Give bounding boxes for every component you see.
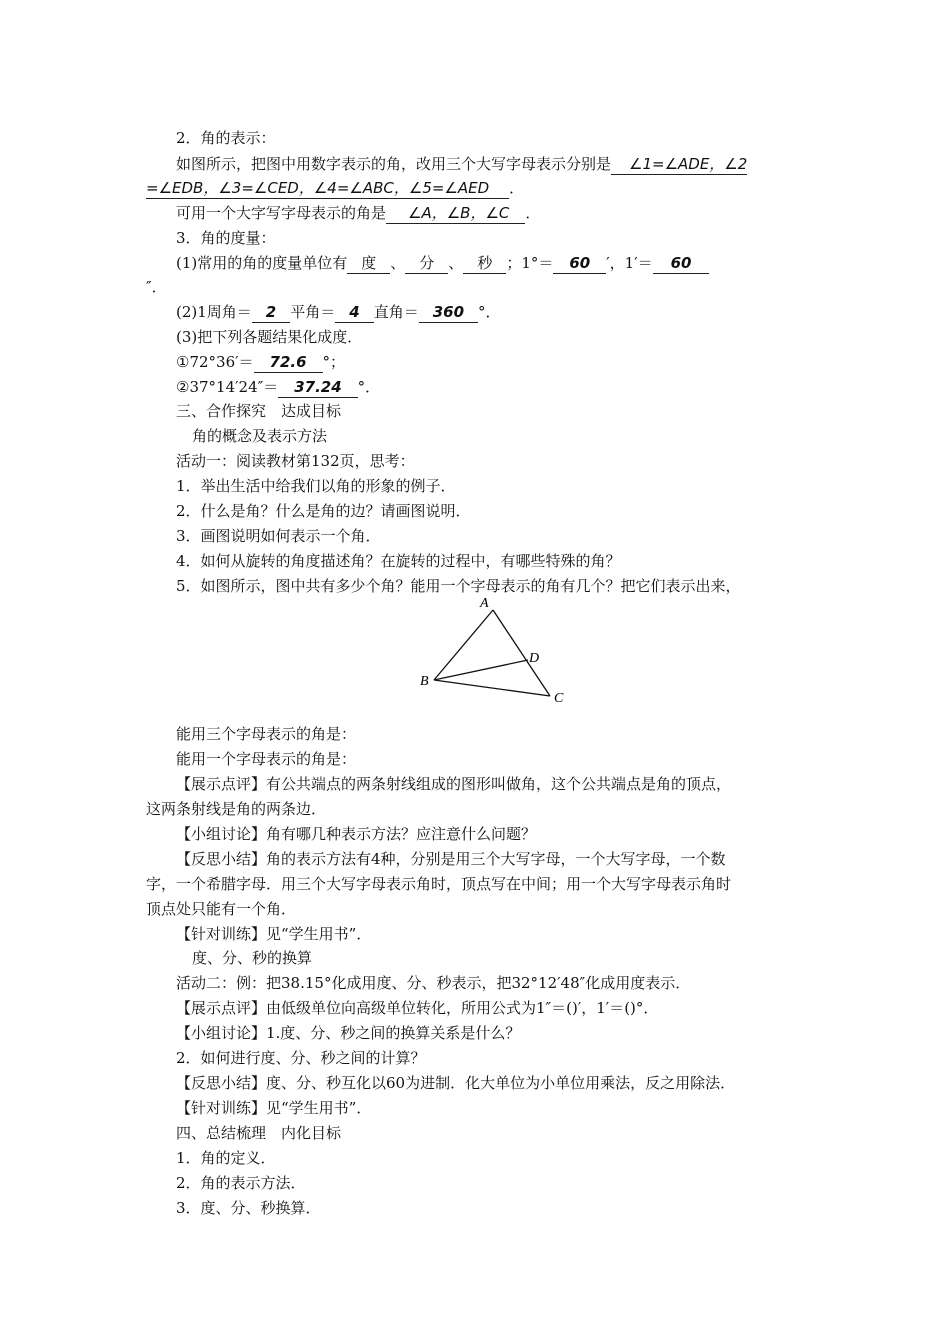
- answer-blank: 37.24: [278, 377, 357, 398]
- punctuation: °．: [357, 378, 381, 396]
- section-heading: 三、合作探究 达成目标: [176, 402, 342, 420]
- summary-paragraph: 【反思小结】角的表示方法有4种，分别是用三个大写字母，一个大写字母，一个数: [176, 850, 726, 868]
- question-line: [176, 152, 747, 176]
- review-paragraph: 【展示点评】有公共端点的两条射线组成的图形叫做角，这个公共端点是角的顶点，: [176, 775, 732, 793]
- answer-blank: 分: [405, 253, 448, 274]
- question-text: ′，1′＝: [606, 254, 653, 272]
- section-2-heading: 2．角的表示：: [176, 129, 276, 147]
- review-paragraph: 【展示点评】由低级单位向高级单位转化，所用公式为1″＝()′，1′＝()°．: [176, 999, 659, 1017]
- answer-blank: =∠EDB，∠3=∠CED，∠4=∠ABC，∠5=∠AED: [146, 178, 509, 199]
- question-text: (1)常用的角的度量单位有: [176, 254, 348, 272]
- segment-ac: [493, 610, 550, 696]
- summary-paragraph: 【反思小结】度、分、秒互化以60为进制．化大单位为小单位用乘法，反之用除法．: [176, 1074, 736, 1092]
- section-3-heading: 3．角的度量：: [176, 229, 276, 247]
- question-text: 直角＝: [373, 303, 419, 321]
- list-item: 2．角的表示方法．: [176, 1174, 306, 1192]
- label-c: C: [554, 691, 564, 706]
- label-b: B: [420, 674, 429, 689]
- punctuation: °．: [478, 303, 501, 321]
- segment-bc: [434, 680, 550, 696]
- answer-blank: 60: [653, 253, 710, 274]
- list-item: 3．度、分、秒换算．: [176, 1199, 321, 1217]
- list-item: 1．举出生活中给我们以角的形象的例子．: [176, 477, 456, 495]
- list-item: 4．如何从旋转的角度描述角？在旋转的过程中，有哪些特殊的角？: [176, 552, 621, 570]
- activity-line: 活动二：例：把38.15°化成用度、分、秒表示，把32°12′48″化成用度表示．: [176, 974, 691, 992]
- label-a: A: [480, 596, 489, 611]
- question-line: (3)把下列各题结果化成度．: [176, 328, 363, 346]
- answer-blank: 60: [553, 253, 606, 274]
- answer-prompt: 能用三个字母表示的角是：: [176, 725, 357, 743]
- section-heading: 四、总结梳理 内化目标: [176, 1124, 342, 1142]
- answer-prompt: 能用一个字母表示的角是：: [176, 750, 357, 768]
- punctuation: °；: [322, 353, 346, 371]
- list-item: 5．如图所示，图中共有多少个角？能用一个字母表示的角有几个？把它们表示出来，: [176, 577, 741, 595]
- question-line: [176, 300, 501, 324]
- discussion-line: 【小组讨论】角有哪几种表示方法？应注意什么问题？: [176, 825, 537, 843]
- review-paragraph: 这两条射线是角的两条边．: [146, 800, 327, 818]
- question-line: [176, 251, 709, 275]
- question-line: [176, 350, 345, 374]
- answer-blank: ∠1=∠ADE，∠2: [611, 154, 747, 175]
- question-text: ②37°14′24″＝: [176, 378, 279, 396]
- sub-heading: 角的概念及表示方法: [192, 427, 328, 445]
- question-line: [146, 176, 524, 200]
- question-line: [176, 375, 380, 399]
- list-item: 2．如何进行度、分、秒之间的计算？: [176, 1049, 426, 1067]
- question-line: ″．: [146, 278, 167, 296]
- answer-blank: 72.6: [254, 352, 323, 373]
- question-text: 平角＝: [290, 303, 336, 321]
- answer-blank: 360: [419, 302, 478, 323]
- answer-blank: 度: [347, 253, 390, 274]
- question-text: (2)1周角＝: [176, 303, 252, 321]
- summary-paragraph: 顶点处只能有一个角．: [146, 900, 297, 918]
- list-item: 1．角的定义．: [176, 1149, 276, 1167]
- label-d: D: [529, 651, 540, 666]
- sub-heading: 度、分、秒的换算: [192, 949, 313, 967]
- punctuation: ．: [525, 204, 541, 222]
- question-text: ①72°36′＝: [176, 353, 254, 371]
- punctuation: ．: [509, 179, 525, 197]
- answer-blank: 4: [335, 302, 373, 323]
- question-text: 可用一个大字写字母表示的角是: [176, 204, 387, 222]
- summary-paragraph: 字，一个希腊字母．用三个大写字母表示角时，顶点写在中间；用一个大写字母表示角时: [146, 875, 732, 893]
- punctuation: 、: [390, 254, 406, 272]
- question-text: 如图所示，把图中用数字表示的角，改用三个大写字母表示分别是: [176, 155, 612, 173]
- training-line: 【针对训练】见“学生用书”．: [176, 925, 372, 943]
- question-text: ；1°＝: [506, 254, 554, 272]
- answer-blank: ∠A，∠B，∠C: [386, 203, 525, 224]
- answer-blank: 2: [252, 302, 290, 323]
- list-item: 3．画图说明如何表示一个角．: [176, 527, 381, 545]
- training-line: 【针对训练】见“学生用书”．: [176, 1099, 372, 1117]
- triangle-figure: [410, 592, 580, 712]
- answer-blank: 秒: [463, 253, 506, 274]
- activity-line: 活动一：阅读教材第132页，思考：: [176, 452, 415, 470]
- question-line: [176, 201, 540, 225]
- list-item: 2．什么是角？什么是角的边？请画图说明．: [176, 502, 471, 520]
- discussion-line: 【小组讨论】1.度、分、秒之间的换算关系是什么？: [176, 1024, 521, 1042]
- punctuation: 、: [448, 254, 464, 272]
